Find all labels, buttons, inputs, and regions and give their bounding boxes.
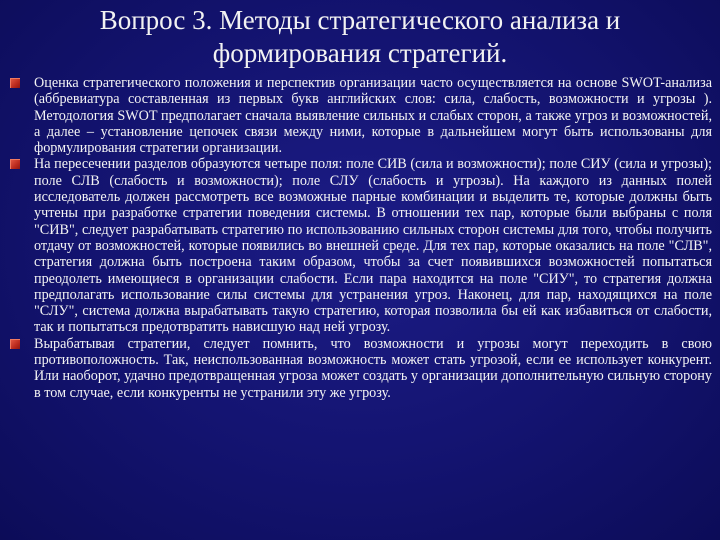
square-bullet-icon: [10, 339, 20, 349]
square-bullet-icon: [10, 78, 20, 88]
bullet-paragraph-swot: [10, 75, 712, 156]
bullet-text: Вырабатывая стратегии, следует помнить, что возможности и угрозы могут переходить в свою противоположность. Так, неиспользованная возможность может стать угрозой, если ее использует конкурент. Или наоборот, удачно предотвращенная угроза может создать у организации дополнительную сильную сторону в том случае, если конкуренты не устранили эту же угрозу.: [34, 335, 712, 401]
bullet-paragraph-conclusion: [10, 336, 712, 401]
slide-title-line-2: формирования стратегий.: [212, 38, 508, 68]
slide-body: [10, 75, 712, 401]
slide-title: [60, 4, 660, 70]
square-bullet-icon: [10, 159, 20, 169]
bullet-text: На пересечении разделов образуются четыре поля: поле СИВ (сила и возможности); поле СИУ (сила и угрозы); поле СЛВ (слабость и возможности); поле СЛУ (слабость и угрозы). На каждого из данных полей исследователь должен рассмотреть все возможные парные комбинации и выделить те, которые должны быть учтены при разработке стратегии поведения системы. В отношении тех пар, которые были выбраны с поля "СИВ", следует разрабатывать стратегию по использованию сильных сторон системы для того, чтобы получить отдачу от возможностей, которые появились во внешней среде. Для тех пар, которые оказались на поле "СЛВ", стратегия должна быть построена таким образом, чтобы за счет появившихся возможностей попытаться преодолеть имеющиеся в организации слабости. Если пара находится на поле "СИУ", то стратегия должна предполагать использование силы системы для устранения угроз. Наконец, для пар, находящихся на поле "СЛУ", система должна вырабатывать такую стратегию, которая позволила бы ей как избавиться от слабости, так и попытаться предотвратить нависшую над ней угрозу.: [34, 156, 712, 336]
slide-title-line-1: Вопрос 3. Методы стратегического анализа и: [99, 5, 621, 35]
bullet-paragraph-fields: [10, 156, 712, 335]
bullet-text: Оценка стратегического положения и перспектив организации часто осуществляется на основе SWOT-анализа (аббревиатура составленная из первых букв английских слов: сила, слабость, возможности и угрозы ). Методология SWOT предполагает сначала выявление сильных и слабых сторон, а также угроз и возможностей, а далее – установление цепочек связи между ними, которые в дальнейшем могут быть использованы для формулирования стратегии организации.: [34, 75, 712, 157]
